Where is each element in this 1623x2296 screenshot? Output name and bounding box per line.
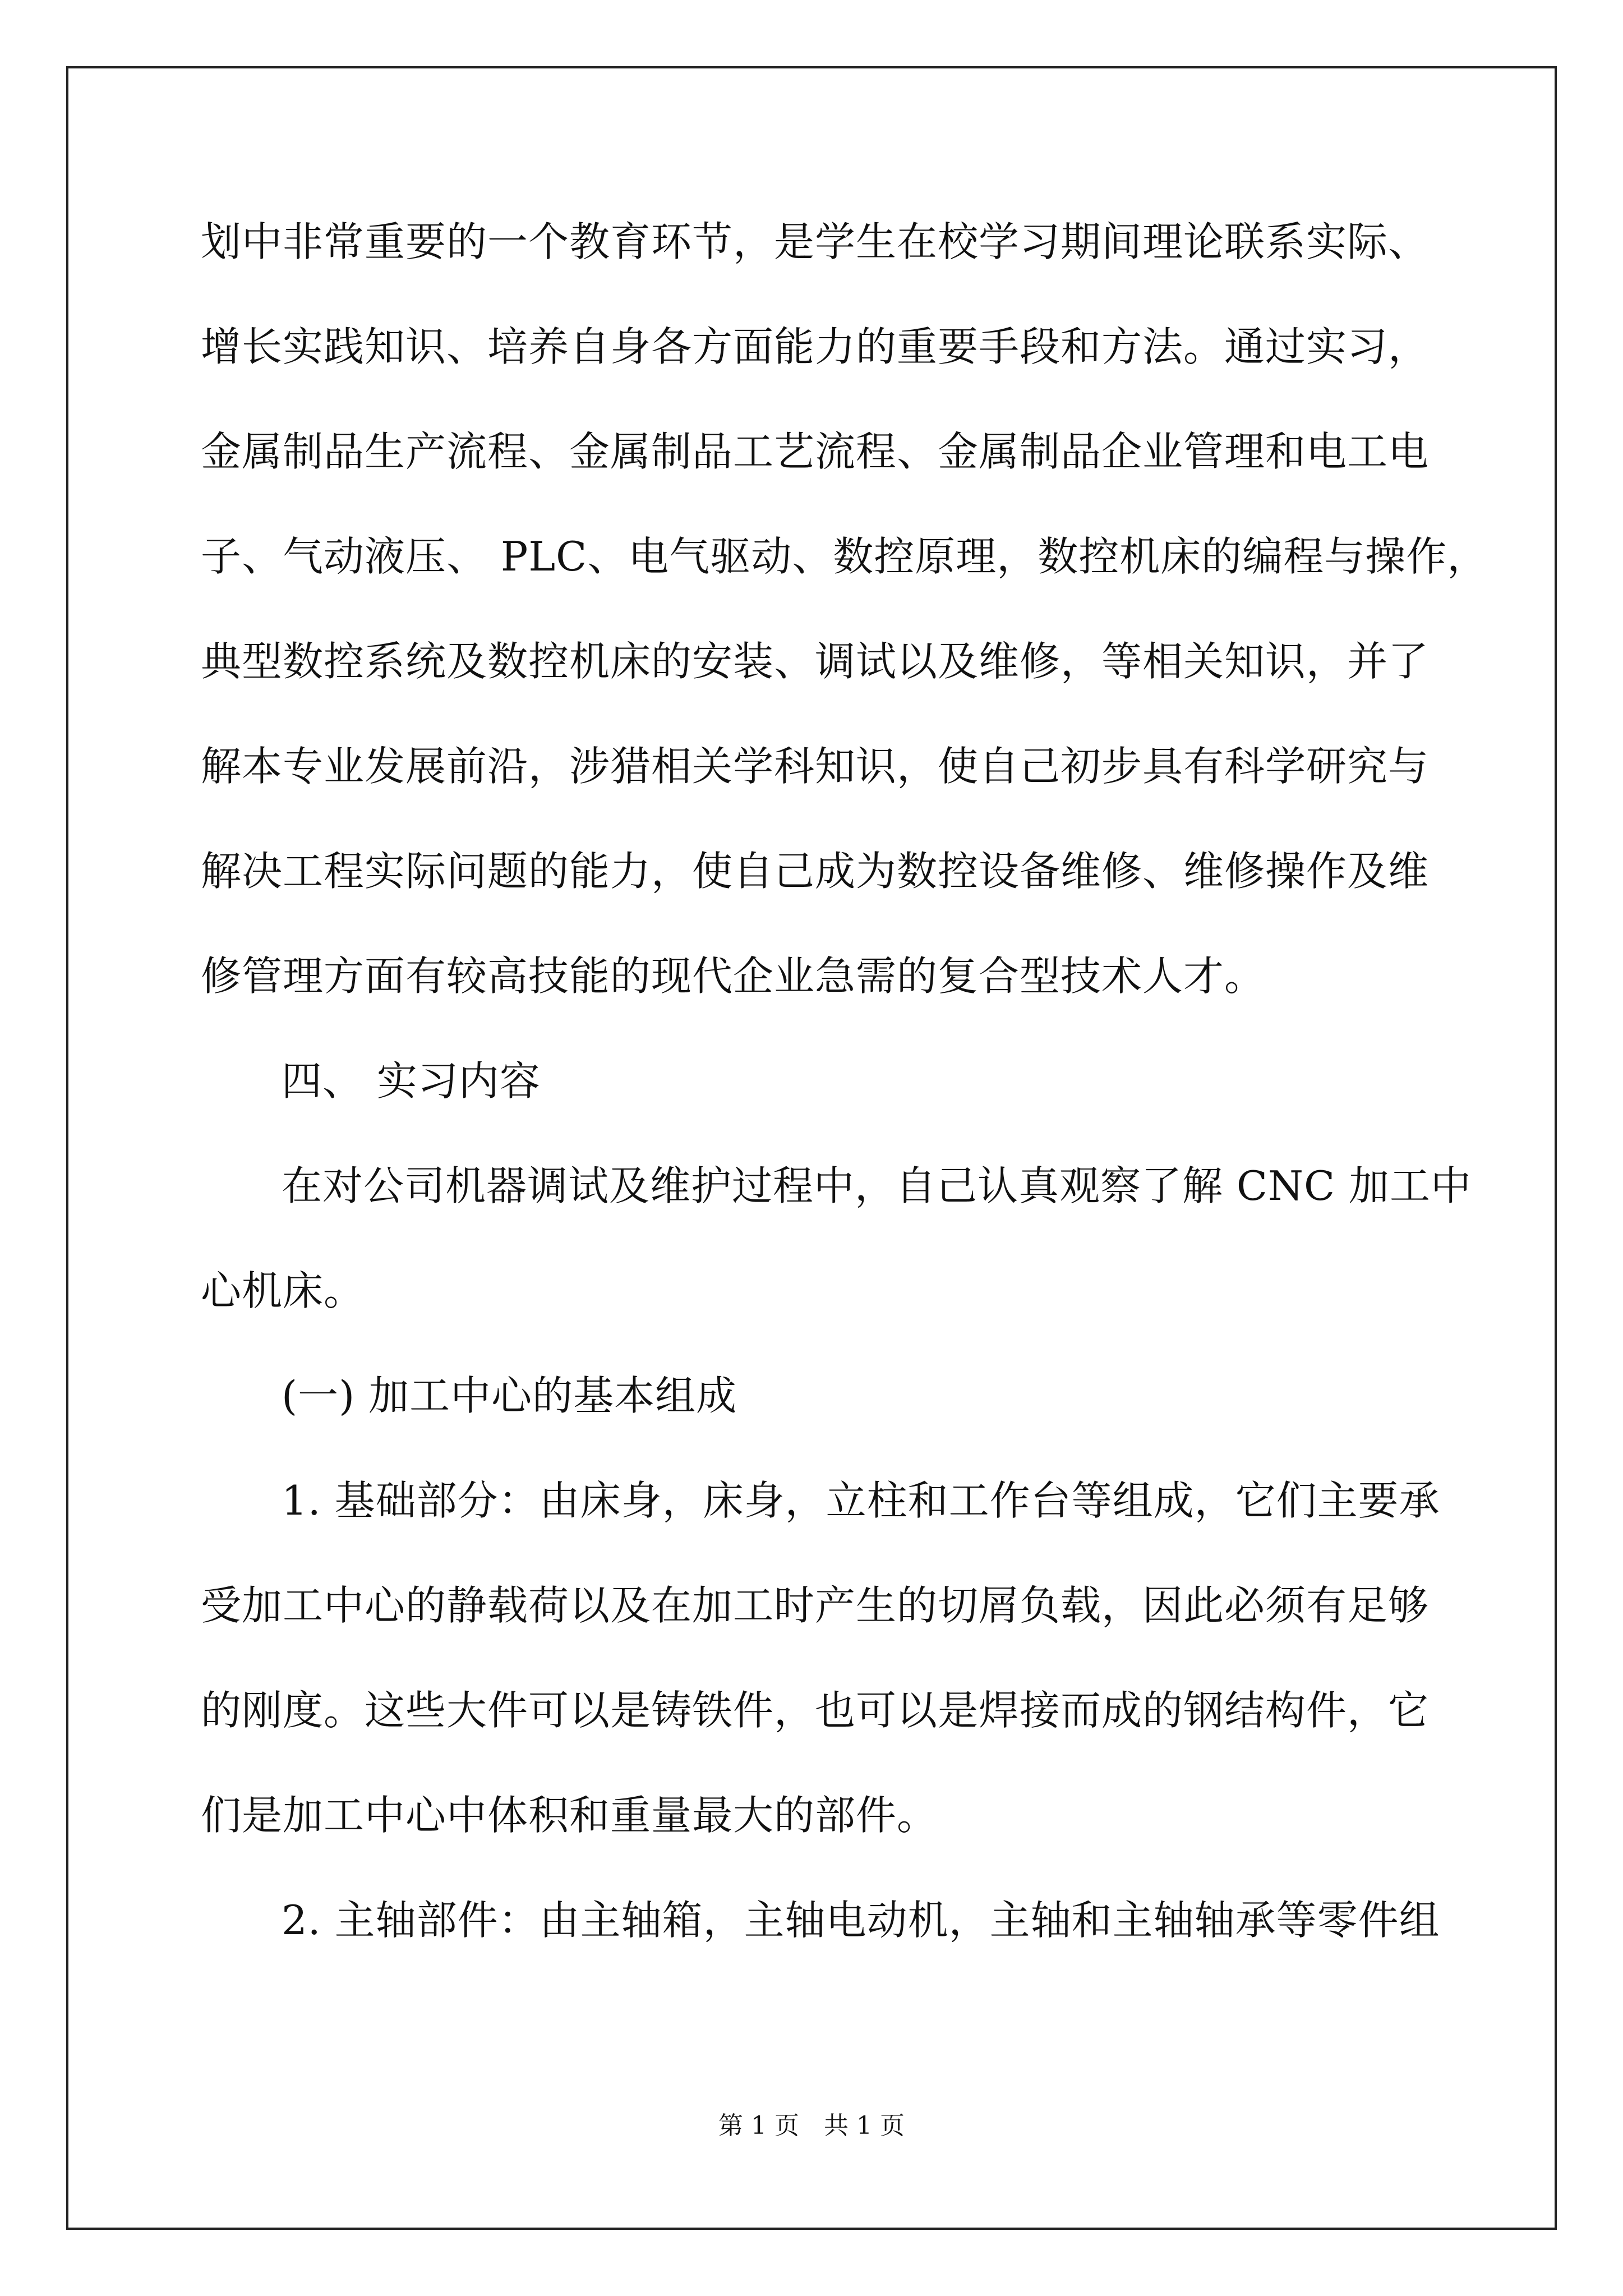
text-line: 2. 主轴部件：由主轴箱，主轴电动机，主轴和主轴轴承等零件组 (282, 1897, 1440, 1944)
text-line: 典型数控系统及数控机床的安装、调试以及维修，等相关知识，并了 (201, 638, 1430, 685)
text-line: 的刚度。这些大件可以是铸铁件，也可以是焊接而成的钢结构件，它 (201, 1687, 1430, 1734)
text-line: 增长实践知识、培养自身各方面能力的重要手段和方法。通过实习， (201, 323, 1430, 370)
text-line: 金属制品生产流程、金属制品工艺流程、金属制品企业管理和电工电 (201, 428, 1430, 475)
text-line: 子、气动液压、 PLC、电气驱动、数控原理，数控机床的编程与操作， (201, 533, 1488, 580)
text-line: 解决工程实际问题的能力，使自己成为数控设备维修、维修操作及维 (201, 848, 1430, 895)
text-line: 1. 基础部分：由床身，床身，立柱和工作台等组成，它们主要承 (282, 1477, 1440, 1524)
text-line: 划中非常重要的一个教育环节，是学生在校学习期间理论联系实际、 (201, 218, 1430, 265)
text-line: 心机床。 (201, 1267, 365, 1314)
text-line: 解本专业发展前沿，涉猎相关学科知识，使自己初步具有科学研究与 (201, 743, 1430, 790)
text-line: 修管理方面有较高技能的现代企业急需的复合型技术人才。 (201, 953, 1266, 1000)
document-body (201, 190, 1488, 1973)
section-heading: 四、 实习内容 (282, 1057, 541, 1105)
page-footer: 第 1 页 共 1 页 (718, 2111, 905, 2140)
text-line: 们是加工中心中体积和重量最大的部件。 (201, 1792, 938, 1839)
text-line: 在对公司机器调试及维护过程中，自己认真观察了解 CNC 加工中 (282, 1162, 1472, 1209)
subsection-heading: (一) 加工中心的基本组成 (282, 1372, 737, 1419)
text-line: 受加工中心的静载荷以及在加工时产生的切屑负载，因此必须有足够 (201, 1582, 1430, 1629)
